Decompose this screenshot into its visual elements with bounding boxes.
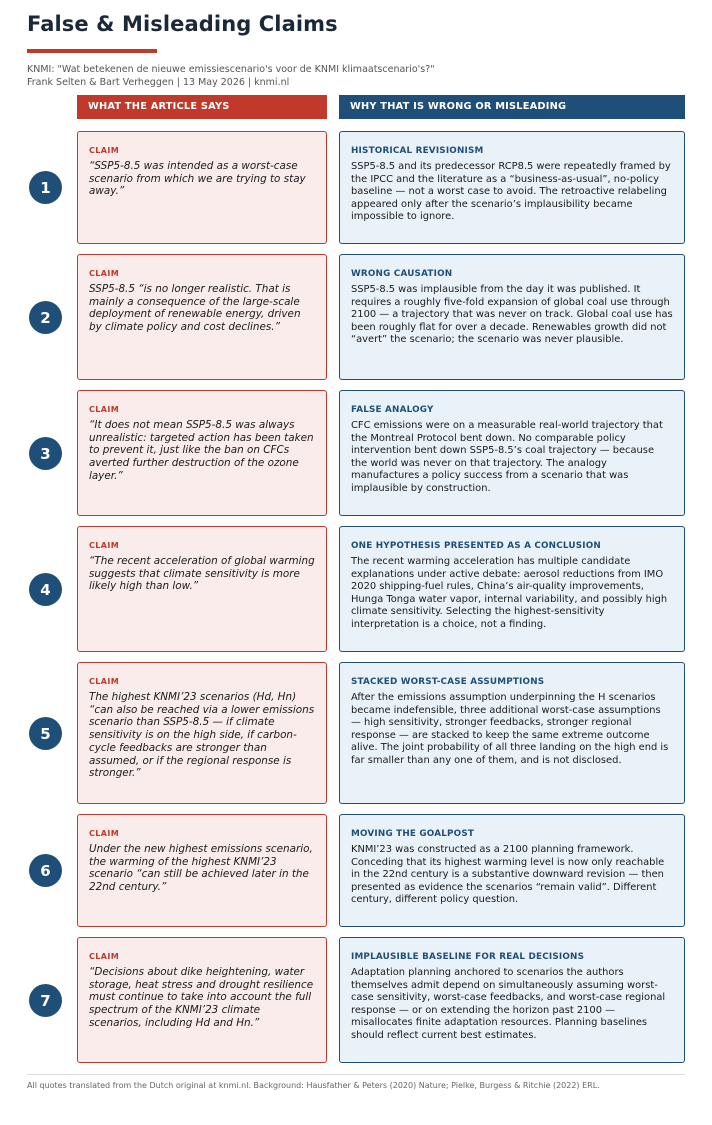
claim-card [77, 662, 327, 804]
rebuttal-title: ONE HYPOTHESIS PRESENTED AS A CONCLUSION [351, 541, 601, 551]
rebuttal-card [339, 662, 685, 804]
column-header-rebuttals: WHY THAT IS WRONG OR MISLEADING [339, 95, 685, 119]
rebuttal-title: STACKED WORST-CASE ASSUMPTIONS [351, 677, 545, 687]
row-number-badge: 5 [29, 717, 62, 750]
claim-card [77, 390, 327, 516]
page-title: False & Misleading Claims [27, 12, 338, 36]
rebuttal-title: HISTORICAL REVISIONISM [351, 146, 484, 156]
row-number-badge: 7 [29, 984, 62, 1017]
claim-row [0, 254, 712, 380]
row-number-badge: 6 [29, 854, 62, 887]
row-number-badge: 4 [29, 573, 62, 606]
claim-label: CLAIM [89, 677, 120, 686]
footer-divider [27, 1074, 685, 1075]
rebuttal-card [339, 814, 685, 927]
column-header-claims: WHAT THE ARTICLE SAYS [77, 95, 327, 119]
rebuttal-text: After the emissions assumption underpinning the H scenarios became indefensible, three additional worst-case assumptions — high sensitivity, stronger feedbacks, stronger regional response — are stacked to keep the same extreme outcome alive. The joint probability of all three landing on the high end is far smaller than any one of them, and is not disclosed. [351, 692, 669, 766]
claim-quote: The highest KNMI’23 scenarios (Hd, Hn) “can also be reached via a lower emissions scenario than SSP5-8.5 — if climate sensitivity is on the high side, if carbon-cycle feedbacks are stronger than assumed, or if the regional response is stronger.” [89, 691, 315, 780]
rebuttal-title: WRONG CAUSATION [351, 269, 453, 279]
rebuttal-title: MOVING THE GOALPOST [351, 829, 475, 839]
rebuttal-card [339, 937, 685, 1063]
claim-row [0, 390, 712, 516]
claim-row [0, 526, 712, 652]
rebuttal-text: Adaptation planning anchored to scenarios the authors themselves admit depend on simultaneously assuming worst-case sensitivity, worst-case feedbacks, and worst-case regional response — or on extending the horizon past 2100 — misallocates finite adaptation resources. Planning baselines should reflect current best estimates. [351, 967, 666, 1041]
source-line: KNMI: "Wat betekenen de nieuwe emissiescenario's voor de KNMI klimaatscenario's?" [27, 64, 435, 75]
claim-row [0, 662, 712, 804]
rebuttal-card [339, 390, 685, 516]
rebuttal-title: FALSE ANALOGY [351, 405, 434, 415]
rebuttal-text: KNMI’23 was constructed as a 2100 planning framework. Conceding that its highest warming level is now only reachable in the 22nd century is a substantive downward revision — then presented as evidence the scenarios “remain valid”. Different century, different policy question. [351, 844, 665, 905]
claim-row [0, 937, 712, 1063]
claim-quote: “SSP5-8.5 was intended as a worst-case scenario from which we are trying to stay away.” [89, 160, 306, 198]
claim-label: CLAIM [89, 405, 120, 414]
row-number-badge: 1 [29, 171, 62, 204]
claim-quote: “Decisions about dike heightening, water storage, heat stress and drought resilience must continue to take into account the full spectrum of the KNMI’23 climate scenarios, including Hd and Hn.” [89, 966, 314, 1029]
claim-card [77, 937, 327, 1063]
claim-label: CLAIM [89, 146, 120, 155]
rebuttal-text: SSP5-8.5 was implausible from the day it was published. It requires a roughly five-fold expansion of global coal use through 2100 — a trajectory that was never on track. Global coal use has been roughly flat for over a decade. Renewables growth did not “avert” the scenario; the scenario was never plausible. [351, 284, 673, 345]
rebuttal-card [339, 131, 685, 244]
claim-quote: Under the new highest emissions scenario, the warming of the highest KNMI’23 scenario “can still be achieved later in the 22nd century.” [89, 843, 313, 894]
rebuttal-card [339, 526, 685, 652]
claim-card [77, 814, 327, 927]
rebuttal-text: The recent warming acceleration has multiple candidate explanations under active debate: aerosol reductions from IMO 2020 shipping-fuel rules, China’s air-quality improvements, Hunga Tonga water vapor, internal variability, and possibly high climate sensitivity. Selecting the highest-sensitivity interpretation is a choice, not a finding. [351, 556, 668, 630]
rebuttal-card [339, 254, 685, 380]
title-underline [27, 49, 157, 53]
claim-quote: “The recent acceleration of global warming suggests that climate sensitivity is more likely high than low.” [89, 555, 315, 593]
claim-quote: SSP5-8.5 “is no longer realistic. That is mainly a consequence of the large-scale deployment of renewable energy, driven by climate policy and cost declines.” [89, 283, 301, 334]
claim-label: CLAIM [89, 269, 120, 278]
claim-quote: “It does not mean SSP5-8.5 was always unrealistic: targeted action has been taken to prevent it, just like the ban on CFCs averted further destruction of the ozone layer.” [89, 419, 314, 482]
rebuttal-text: CFC emissions were on a measurable real-world trajectory that the Montreal Protocol bent down. No comparable policy intervention bent down SSP5-8.5’s coal trajectory — because the world was never on that trajectory. The analogy manufactures a policy success from a scenario that was implausible by construction. [351, 420, 663, 494]
claim-row [0, 814, 712, 927]
footer-note: All quotes translated from the Dutch original at knmi.nl. Background: Hausfather & Peters (2020) Nature; Pielke, Burgess & Ritchie (2022) ERL. [27, 1081, 600, 1090]
claim-card [77, 526, 327, 652]
claim-card [77, 131, 327, 244]
claim-row [0, 131, 712, 244]
claim-label: CLAIM [89, 541, 120, 550]
rebuttal-title: IMPLAUSIBLE BASELINE FOR REAL DECISIONS [351, 952, 585, 962]
rebuttal-text: SSP5-8.5 and its predecessor RCP8.5 were repeatedly framed by the IPCC and the literature as a “business-as-usual”, no-policy baseline — not a worst case to avoid. The retroactive relabeling appeared only after the scenario’s implausibility became impossible to ignore. [351, 161, 671, 222]
claim-label: CLAIM [89, 829, 120, 838]
byline: Frank Selten & Bart Verheggen | 13 May 2026 | knmi.nl [27, 76, 290, 88]
claim-label: CLAIM [89, 952, 120, 961]
source-meta [27, 64, 435, 89]
row-number-badge: 2 [29, 301, 62, 334]
row-number-badge: 3 [29, 437, 62, 470]
claim-card [77, 254, 327, 380]
